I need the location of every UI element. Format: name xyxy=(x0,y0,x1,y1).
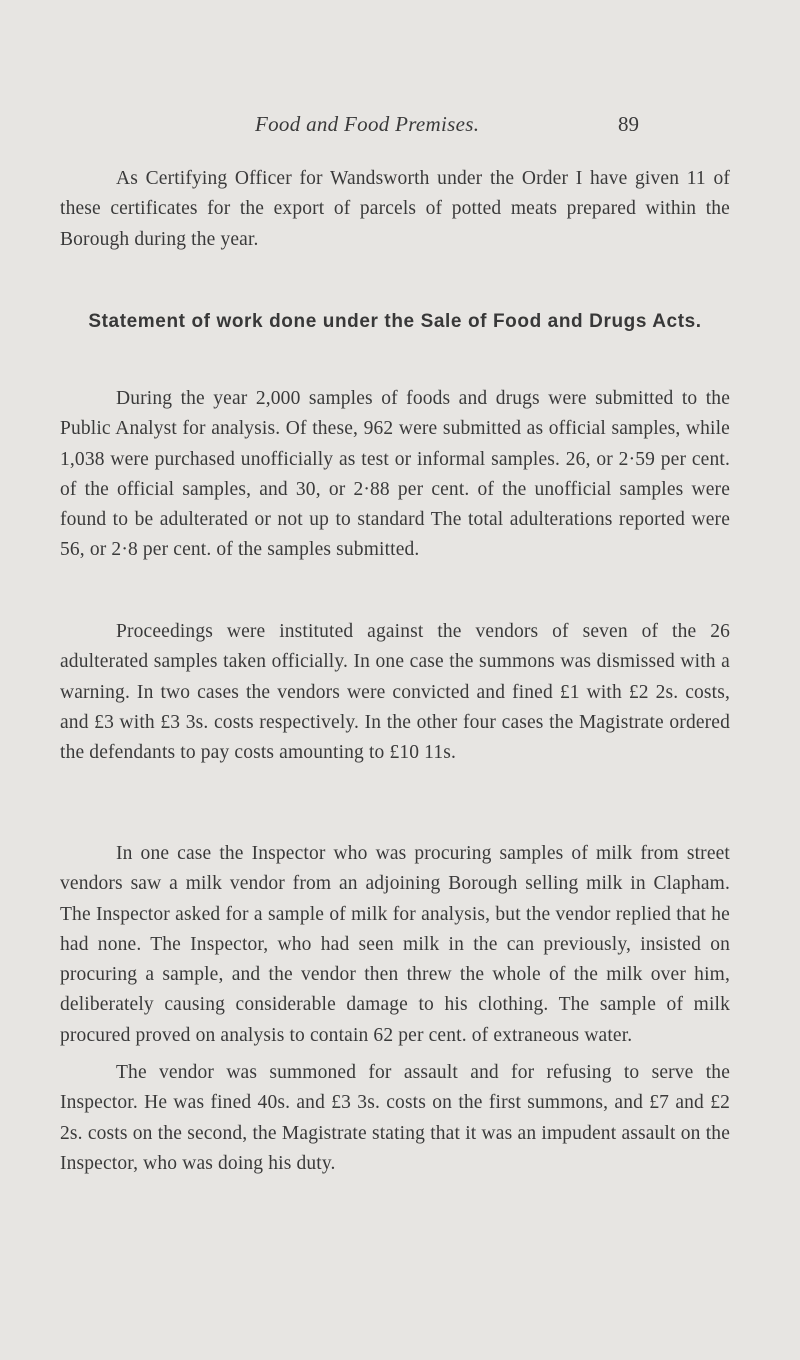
page-number: 89 xyxy=(618,112,639,136)
running-header xyxy=(0,112,800,142)
paragraph-samples: During the year 2,000 samples of foods and drugs were submitted to the Public Analyst for analysis. Of these, 962 were submitted as official samples, while 1,038 were purchased unofficially as test or informal samples. 26, or 2·59 per cent. of the official samples, and 30, or 2·88 per cent. of the unofficial samples were found to be adulterated or not up to standard The total adulterations reported were 56, or 2·8 per cent. of the samples submitted. xyxy=(60,388,730,561)
paragraph-proceedings: Proceedings were instituted against the vendors of seven of the 26 adulterated samples taken officially. In one case the summons was dismissed with a warning. In two cases the vendors were convicted and fined £1 with £2 2s. costs, and £3 with £3 3s. costs respectively. In the other four cases the Magistrate ordered the defendants to pay costs amounting to £10 11s. xyxy=(60,621,730,764)
paragraph-summons: The vendor was summoned for assault and for refusing to serve the Inspector. He was fined 40s. and £3 3s. costs on the first summons, and £7 and £2 2s. costs on the second, the Magistrate stating that it was an impudent assault on the Inspector, who was doing his duty. xyxy=(60,1062,730,1174)
section-heading: Statement of work done under the Sale of Food and Drugs Acts. xyxy=(88,311,702,332)
running-title: Food and Food Premises. xyxy=(255,112,480,136)
paragraph-certificates: As Certifying Officer for Wandsworth under the Order I have given 11 of these certificates for the export of parcels of potted meats prepared within the Borough during the year. xyxy=(60,168,730,250)
paragraph-milk-incident: In one case the Inspector who was procuring samples of milk from street vendors saw a milk vendor from an adjoining Borough selling milk in Clapham. The Inspector asked for a sample of milk for analysis, but the vendor replied that he had none. The Inspector, who had seen milk in the can previously, insisted on procuring a sample, and the vendor then threw the whole of the milk over him, deliberately causing considerable damage to his clothing. The sample of milk procured proved on analysis to contain 62 per cent. of extraneous water. xyxy=(60,843,730,1046)
